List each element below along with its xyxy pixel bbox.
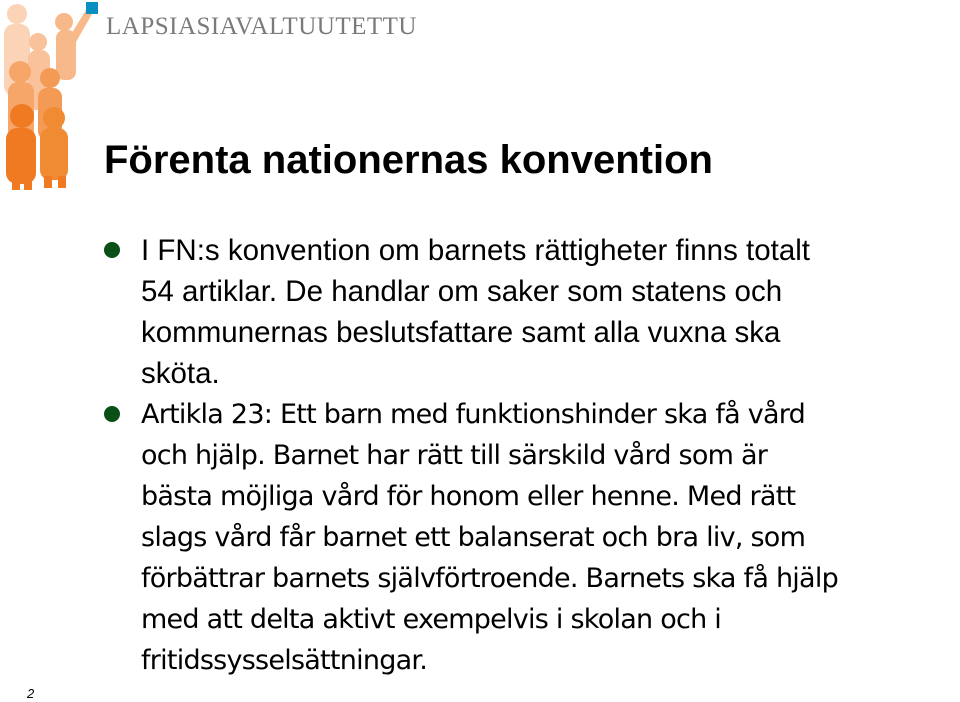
page-number: 2 xyxy=(27,686,35,701)
bullet-item xyxy=(104,394,960,681)
bullet-line: Artikla 23: Ett barn med funktionshinder ska få vård xyxy=(141,399,806,430)
bullet-line: 54 artiklar. De handlar om saker som statens och xyxy=(141,275,783,308)
bullet-line: I FN:s konvention om barnets rättigheter finns totalt xyxy=(141,234,810,267)
bullet-line: kommunernas beslutsfattare samt alla vuxna ska xyxy=(141,316,781,349)
bullet-text xyxy=(141,230,960,394)
bullet-dot-icon xyxy=(104,242,120,258)
brand-square-icon xyxy=(86,2,98,14)
bullet-line: med att delta aktivt exempelvis i skolan och i xyxy=(141,604,722,635)
bullet-line: fritidssysselsättningar. xyxy=(141,645,428,676)
bullet-item xyxy=(104,230,960,394)
bullet-dot-icon xyxy=(104,406,120,422)
bullet-line: bästa möjliga vård för honom eller henne. Med rätt xyxy=(141,481,796,512)
bullet-text xyxy=(141,394,960,681)
bullet-line: förbättrar barnets självförtroende. Barnets ska få hjälp xyxy=(141,563,838,594)
bullet-list xyxy=(104,230,960,681)
children-figures-logo-icon xyxy=(0,0,100,190)
bullet-line: slags vård får barnet ett balanserat och bra liv, som xyxy=(141,522,806,553)
slide-title: Förenta nationernas konvention xyxy=(104,138,713,182)
bullet-line: sköta. xyxy=(141,357,220,390)
bullet-line: och hjälp. Barnet har rätt till särskild vård som är xyxy=(141,440,768,471)
brand-name: LAPSIASIAVALTUUTETTU xyxy=(106,13,417,40)
